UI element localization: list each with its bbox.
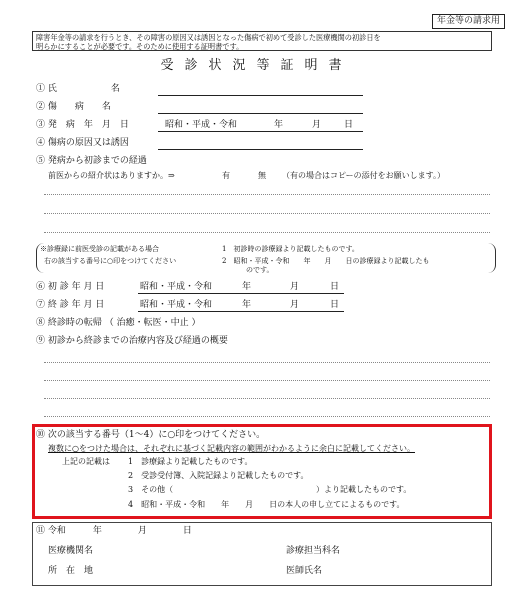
treatment-write-line[interactable] bbox=[44, 362, 490, 363]
first-visit-date-field[interactable] bbox=[138, 293, 344, 294]
department-label: 診療担当科名 bbox=[286, 546, 341, 556]
name-field[interactable] bbox=[158, 95, 363, 96]
course-label: ⑤ 発病から初診までの経過 bbox=[36, 156, 147, 166]
treatment-write-line[interactable] bbox=[44, 398, 490, 399]
cause-label: ④ 傷病の原因又は誘因 bbox=[36, 138, 129, 148]
first-visit-era-options[interactable]: 昭和・平成・令和 bbox=[140, 282, 213, 292]
facility-name-label: 医療機関名 bbox=[48, 546, 94, 556]
address-label: 所 在 地 bbox=[48, 566, 94, 576]
onset-era-options[interactable]: 昭和・平成・令和 bbox=[165, 120, 238, 130]
course-write-line[interactable] bbox=[44, 213, 490, 214]
onset-month-unit: 月 bbox=[312, 120, 322, 130]
onset-date-label: ③ 発 病 年 月 日 bbox=[36, 120, 129, 130]
last-visit-label: ⑦ 終 診 年 月 日 bbox=[36, 300, 105, 310]
record-source-option-2[interactable]: 2 受診受付簿、入院記録より記載したものです。 bbox=[128, 471, 309, 480]
notice-line-1: 障害年金等の請求を行うとき、その障害の原因又は誘因となった傷病で初めて受診した医療機関の初診日を bbox=[36, 33, 381, 42]
doctor-name-label: 医師氏名 bbox=[286, 566, 323, 576]
last-visit-date-field[interactable] bbox=[138, 311, 344, 312]
course-write-line[interactable] bbox=[44, 232, 490, 233]
form-usage-tag: 年金等の請求用 bbox=[432, 14, 505, 29]
disease-label: ② 傷 病 名 bbox=[36, 102, 111, 112]
record-source-heading: ⑩ 次の該当する番号（1～4）に○印をつけてください。 bbox=[36, 430, 266, 440]
form-title: 受診状況等証明書 bbox=[160, 58, 353, 73]
records-option-2[interactable]: 2 昭和・平成・令和 年 月 日の診療録より記載したも bbox=[222, 257, 430, 265]
onset-day-unit: 日 bbox=[344, 120, 354, 130]
record-source-option-1[interactable]: 1 診療録より記載したものです。 bbox=[128, 457, 253, 466]
records-condition: ※診療録に前医受診の記載がある場合 bbox=[40, 245, 159, 253]
certification-date[interactable]: ⑪ 令和 年 月 日 bbox=[36, 526, 192, 536]
notice-line-2: 明らかにすることが必要です。そのために使用する証明書です。 bbox=[36, 42, 244, 51]
disease-field[interactable] bbox=[158, 113, 363, 114]
first-visit-day-unit: 日 bbox=[330, 282, 340, 292]
first-visit-month-unit: 月 bbox=[290, 282, 300, 292]
record-source-note: 複数に○をつけた場合は、それぞれに基づく記載内容の範囲がわかるように余白に記載してください。 bbox=[48, 444, 415, 453]
last-visit-year-unit: 年 bbox=[242, 300, 252, 310]
record-source-option-4[interactable]: 4 昭和・平成・令和 年 月 日の本人の申し立てによるものです。 bbox=[128, 500, 405, 509]
treatment-write-line[interactable] bbox=[44, 416, 490, 417]
first-visit-year-unit: 年 bbox=[242, 282, 252, 292]
records-instruction: 右の該当する番号に○印をつけてください bbox=[44, 257, 177, 265]
treatment-label: ⑨ 初診から終診までの治療内容及び経過の概要 bbox=[36, 336, 228, 346]
onset-date-field[interactable] bbox=[158, 131, 363, 132]
name-label: ① 氏 名 bbox=[36, 84, 120, 94]
records-option-1[interactable]: 1 初診時の診療録より記載したものです。 bbox=[222, 245, 359, 253]
notice-box bbox=[32, 31, 492, 51]
course-write-line[interactable] bbox=[44, 194, 490, 195]
referral-question: 前医からの紹介状はありますか。⇒ bbox=[48, 171, 175, 180]
record-source-lead: 上記の記載は bbox=[62, 457, 110, 466]
record-source-option-3-end: ）より記載したものです。 bbox=[316, 485, 412, 494]
first-visit-label: ⑥ 初 診 年 月 日 bbox=[36, 282, 105, 292]
referral-note: （有の場合はコピーの添付をお願いします。） bbox=[282, 171, 446, 180]
referral-no-option[interactable]: 無 bbox=[258, 171, 266, 180]
last-visit-era-options[interactable]: 昭和・平成・令和 bbox=[140, 300, 213, 310]
record-source-option-3[interactable]: 3 その他（ bbox=[128, 485, 174, 494]
records-option-2-cont: のです。 bbox=[246, 266, 274, 274]
treatment-write-line[interactable] bbox=[44, 380, 490, 381]
onset-year-unit: 年 bbox=[274, 120, 284, 130]
referral-yes-option[interactable]: 有 bbox=[222, 171, 230, 180]
last-visit-month-unit: 月 bbox=[290, 300, 300, 310]
outcome-label[interactable]: ⑧ 終診時の転帰 （ 治癒・転医・中止 ） bbox=[36, 318, 201, 328]
cause-field[interactable] bbox=[158, 149, 363, 150]
last-visit-day-unit: 日 bbox=[330, 300, 340, 310]
